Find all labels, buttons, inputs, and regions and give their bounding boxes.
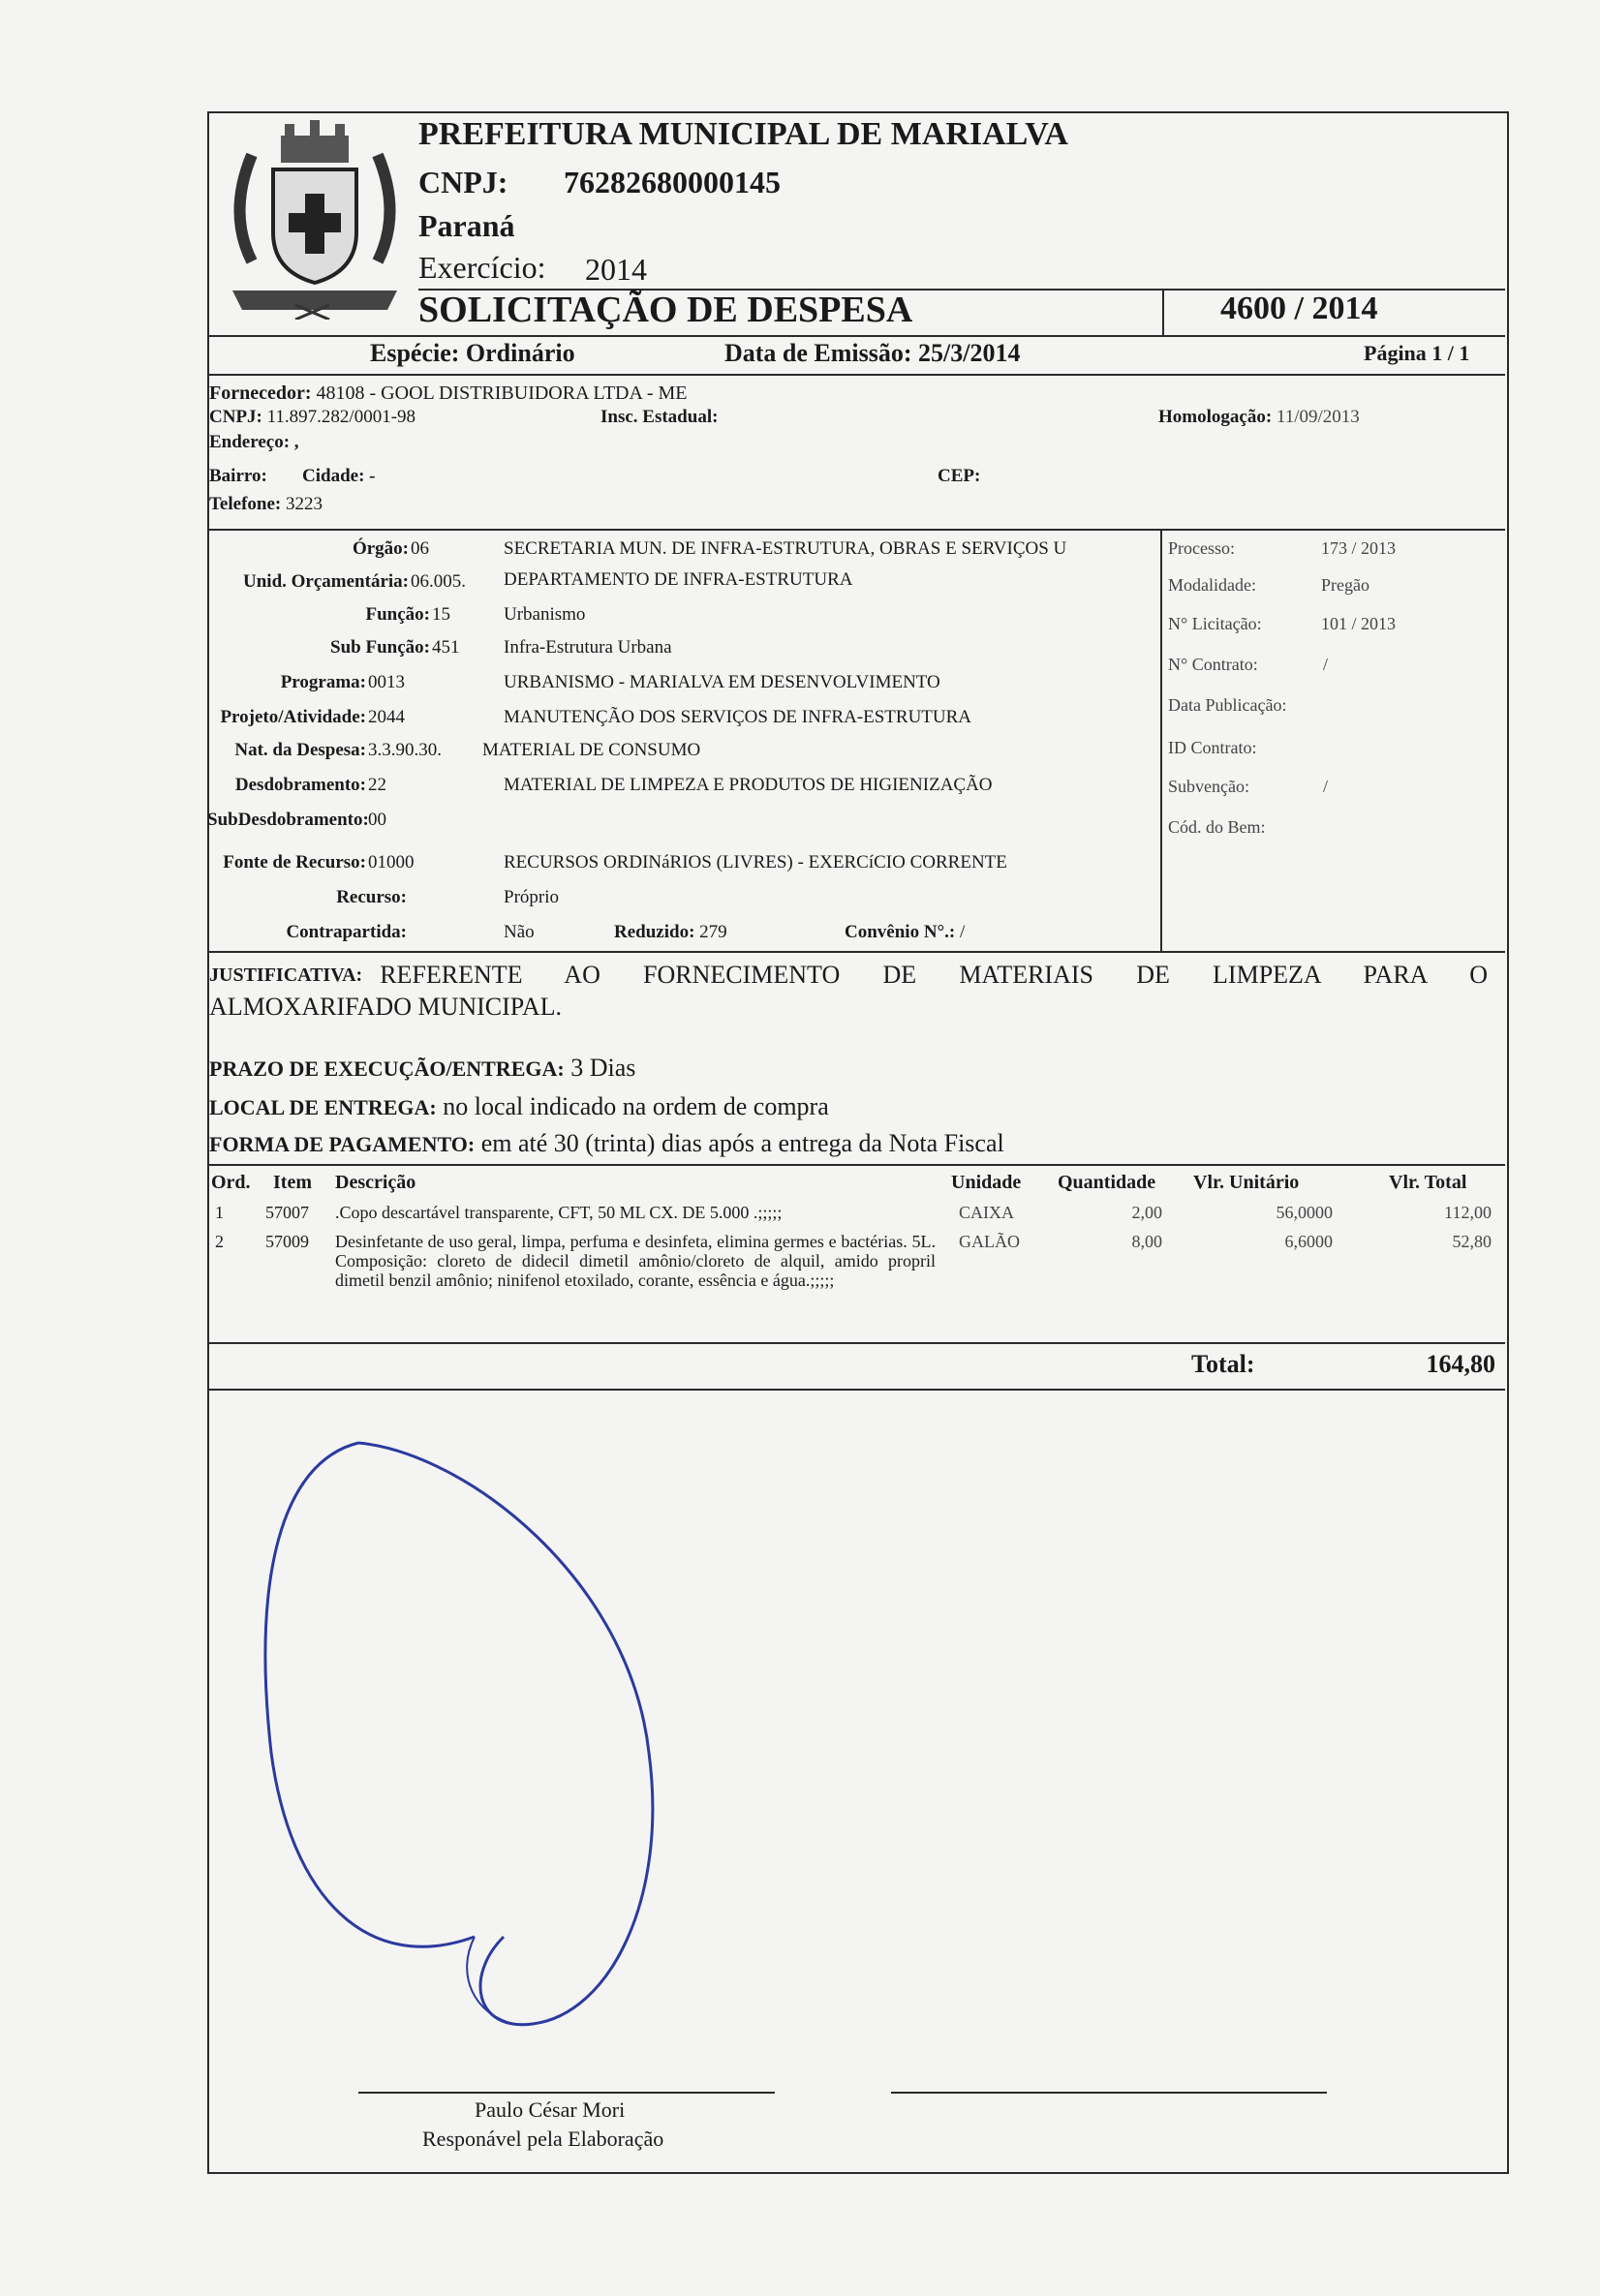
row2-description: Desinfetante de uso geral, limpa, perfuma e desinfeta, elimina germes e bactérias. 5L. Composição: cloreto de didecil dimetil amônio/cloreto de alquil, amido propril dimetil benzil amônio; ninifenol etoxilado, corante, essência e água.;;;;; [335,1232,936,1290]
items-bottom-line [207,1342,1505,1344]
row1-ord: 1 [215,1203,224,1222]
source-code: 01000 [368,852,415,872]
asset-code-label: Cód. do Bem: [1168,817,1266,837]
subsidy-label: Subvenção: [1168,777,1249,796]
col-header-ord: Ord. [211,1172,251,1193]
title-divider [1162,289,1164,335]
budget-text-desdobramento: MATERIAL DE LIMPEZA E PRODUTOS DE HIGIENIZAÇÃO [504,775,993,795]
process-value: 173 / 2013 [1321,538,1397,558]
payment-value: em até 30 (trinta) dias após a entrega da Nota Fiscal [480,1129,1004,1157]
phone-value: 3223 [285,494,323,514]
delivery-location-label: LOCAL DE ENTREGA: [209,1095,437,1119]
row1-quantity: 2,00 [1131,1203,1162,1222]
total-bottom-line [207,1389,1505,1391]
row1-total: 112,00 [1444,1203,1492,1222]
row2-unit: GALÃO [959,1232,1020,1251]
modality-value: Pregão [1321,575,1369,595]
homologation-label: Homologação: [1158,407,1273,427]
process-box-divider [1160,529,1162,951]
bid-number-value: 101 / 2013 [1321,614,1397,633]
budget-label-orgao: Órgão: [352,538,409,559]
budget-label-unidade: Unid. Orçamentária: [243,571,409,592]
row2-unit-price: 6,6000 [1284,1232,1333,1251]
state-name: Paraná [418,208,515,243]
budget-text-projeto: MANUTENÇÃO DOS SERVIÇOS DE INFRA-ESTRUTURA [504,707,972,727]
homologation-line [1158,407,1360,428]
justification-line-1 [209,961,1488,990]
title-bottom-line [207,335,1505,337]
row1-item: 57007 [265,1203,309,1222]
budget-code-unidade: 06.005. [411,571,466,592]
col-header-unit: Unidade [951,1172,1022,1193]
signer-role: Responável pela Elaboração [422,2127,664,2151]
budget-label-subdesdobramento: SubDesdobramento: [207,810,369,830]
agreement-line [845,922,965,943]
header-bottom-line [207,374,1505,376]
supplier-bottom-line [207,529,1505,531]
agreement-label: Convênio N°.: [845,922,956,942]
budget-code-orgao: 06 [411,538,429,559]
coat-of-arms-icon [213,116,416,320]
counterpart-value: Não [504,922,535,942]
supplier-value: 48108 - GOOL DISTRIBUIDORA LTDA - ME [316,383,688,404]
budget-text-programa: URBANISMO - MARIALVA EM DESENVOLVIMENTO [504,672,940,692]
row1-description: .Copo descartável transparente, CFT, 50 ML CX. DE 5.000 .;;;;; [335,1203,783,1222]
deadline-value: 3 Dias [570,1054,636,1082]
budget-label-subfuncao: Sub Função: [330,637,430,658]
total-value: 164,80 [1426,1350,1495,1378]
municipality-title: PREFEITURA MUNICIPAL DE MARIALVA [418,116,1068,152]
delivery-location-line [209,1092,829,1121]
source-text: RECURSOS ORDINáRIOS (LIVRES) - EXERCíCIO CORRENTE [504,852,1007,872]
subsidy-value: / [1323,777,1329,796]
budget-code-subdesdobramento: 00 [368,810,386,830]
homologation-value: 11/09/2013 [1276,407,1360,427]
cnpj-value: 76282680000145 [564,165,781,199]
supplier-cnpj-label: CNPJ: [209,407,262,427]
budget-label-natureza: Nat. da Despesa: [234,740,366,760]
modality-label: Modalidade: [1168,575,1256,595]
page-number: Página 1 / 1 [1364,341,1470,365]
publication-date-label: Data Publicação: [1168,695,1287,715]
payment-label: FORMA DE PAGAMENTO: [209,1132,476,1156]
budget-code-projeto: 2044 [368,707,405,727]
contract-number-value: / [1323,655,1329,674]
species: Espécie: Ordinário [370,339,575,367]
row1-unit: CAIXA [959,1203,1014,1222]
row1-unit-price: 56,0000 [1276,1203,1333,1222]
budget-label-funcao: Função: [365,604,430,625]
budget-code-programa: 0013 [368,672,405,692]
row2-item: 57009 [265,1232,309,1251]
budget-label-programa: Programa: [280,672,366,692]
deadline-line [209,1054,635,1083]
supplier-label: Fornecedor: [209,383,312,404]
resource-value: Próprio [504,887,559,907]
source-label: Fonte de Recurso: [223,852,366,872]
contract-number-label: N° Contrato: [1168,655,1258,674]
issue-date: Data de Emissão: 25/3/2014 [724,339,1021,367]
col-header-description: Descrição [335,1172,416,1193]
budget-text-orgao: SECRETARIA MUN. DE INFRA-ESTRUTURA, OBRAS E SERVIÇOS U [504,538,1067,559]
document-number: 4600 / 2014 [1220,291,1378,326]
budget-text-subfuncao: Infra-Estrutura Urbana [504,637,672,658]
phone-line [209,494,323,515]
document-title: SOLICITAÇÃO DE DESPESA [418,290,913,330]
supplier-line [209,383,687,405]
row2-quantity: 8,00 [1131,1232,1162,1251]
city-label: Cidade: - [302,466,376,486]
reduced-label: Reduzido: [614,922,695,942]
handwritten-signature [223,1433,765,2053]
phone-label: Telefone: [209,494,282,514]
justification-text-2: ALMOXARIFADO MUNICIPAL. [209,993,563,1021]
signature-line-right [891,2092,1327,2094]
deadline-label: PRAZO DE EXECUÇÃO/ENTREGA: [209,1056,565,1081]
signer-name: Paulo César Mori [475,2097,626,2122]
row2-ord: 2 [215,1232,224,1251]
budget-text-funcao: Urbanismo [504,604,586,625]
cnpj-label: CNPJ: [418,165,508,199]
supplier-cnpj-line [209,407,415,428]
agreement-value: / [959,922,966,942]
col-header-unit-price: Vlr. Unitário [1193,1172,1300,1193]
address-label: Endereço: , [209,432,299,452]
payment-line [209,1129,1004,1158]
justification-text-1: REFERENTE AO FORNECIMENTO DE MATERIAIS DE LIMPEZA PARA O [380,961,1488,989]
terms-bottom-line [207,1164,1505,1166]
budget-text-natureza: MATERIAL DE CONSUMO [482,740,701,760]
exercise-value: 2014 [585,252,647,287]
reduced-value: 279 [699,922,727,942]
supplier-cnpj-value: 11.897.282/0001-98 [266,407,416,427]
row2-total: 52,80 [1452,1232,1492,1251]
delivery-location-value: no local indicado na ordem de compra [443,1092,829,1120]
budget-label-projeto: Projeto/Atividade: [220,707,366,727]
bid-number-label: N° Licitação: [1168,614,1262,633]
exercise-label: Exercício: [418,250,546,285]
budget-code-natureza: 3.3.90.30. [368,740,442,760]
total-label: Total: [1191,1350,1255,1378]
budget-text-unidade: DEPARTAMENTO DE INFRA-ESTRUTURA [504,569,853,590]
budget-label-desdobramento: Desdobramento: [234,775,366,795]
col-header-total: Vlr. Total [1389,1172,1467,1193]
col-header-item: Item [273,1172,312,1193]
neighborhood-label: Bairro: [209,466,267,486]
resource-label: Recurso: [336,887,407,907]
reduced-line [614,922,727,943]
process-label: Processo: [1168,538,1235,558]
col-header-quantity: Quantidade [1058,1172,1156,1193]
budget-code-subfuncao: 451 [432,637,460,658]
signature-line-left [358,2092,775,2094]
budget-code-funcao: 15 [432,604,450,625]
budget-code-desdobramento: 22 [368,775,386,795]
budget-bottom-line [207,951,1505,953]
state-registration-label: Insc. Estadual: [600,407,719,427]
counterpart-label: Contrapartida: [286,922,407,942]
contract-id-label: ID Contrato: [1168,738,1257,757]
justification-label: JUSTIFICATIVA: [209,964,363,986]
zip-label: CEP: [938,466,981,486]
